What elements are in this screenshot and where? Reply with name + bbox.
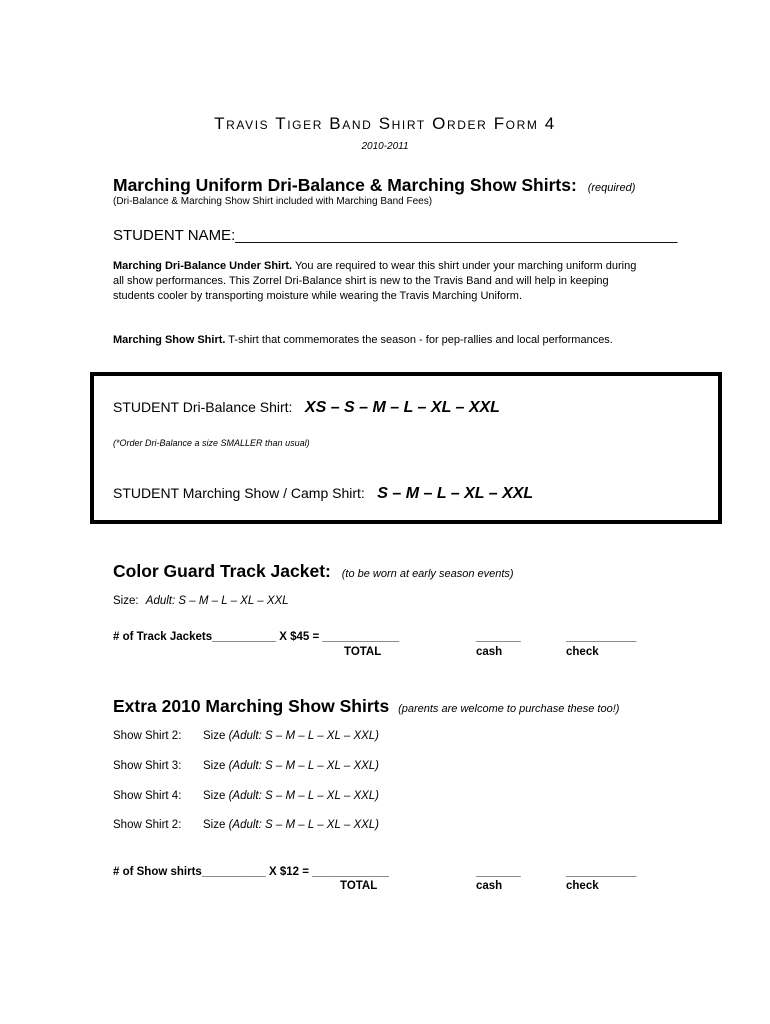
show-shirt-size-label: STUDENT Marching Show / Camp Shirt:	[113, 485, 365, 501]
dri-balance-size-label: STUDENT Dri-Balance Shirt:	[113, 399, 293, 415]
dri-balance-size-options[interactable]: XS – S – M – L – XL – XXL	[304, 399, 500, 416]
school-year: 2010-2011	[361, 141, 409, 152]
show-shirts-check-line[interactable]: ___________	[566, 866, 637, 878]
dri-balance-paragraph-text: You are required to wear this shirt under your marching uniform during all show performances. This Zorrel Dri-Balance shirt is new to the Travis Band and will help in keeping students cooler by transporting moisture while wearing the Travis Marching Uniform.	[113, 260, 637, 302]
track-jacket-heading	[113, 561, 514, 582]
form-title: Travis Tiger Band Shirt Order Form 4	[214, 114, 556, 133]
track-jacket-check-label: check	[566, 646, 599, 658]
student-name-label: STUDENT NAME:	[113, 227, 236, 244]
track-jacket-order-line[interactable]: # of Track Jackets__________ X $45 = ____________	[113, 631, 400, 643]
uniform-shirts-heading	[113, 175, 635, 196]
dri-balance-paragraph	[113, 259, 643, 304]
show-shirt-size-options[interactable]: S – M – L – XL – XXL	[377, 485, 534, 502]
show-shirt-size-options[interactable]: (Adult: S – M – L – XL – XXL)	[228, 760, 380, 772]
extra-show-shirts-heading	[113, 696, 619, 717]
show-shirt-size-options[interactable]: (Adult: S – M – L – XL – XXL)	[228, 790, 380, 802]
track-jacket-heading-text: Color Guard Track Jacket:	[113, 561, 331, 581]
show-shirt-paragraph-text: T-shirt that commemorates the season - for pep-rallies and local performances.	[225, 334, 613, 346]
extra-show-shirts-heading-text: Extra 2010 Marching Show Shirts	[113, 696, 390, 716]
show-shirt-size-prefix: Size	[203, 819, 229, 831]
track-jacket-size-row	[113, 595, 289, 607]
show-shirts-cash-line[interactable]: _______	[476, 866, 521, 878]
show-shirts-total-label: TOTAL	[340, 880, 378, 892]
track-jacket-cash-label: cash	[476, 646, 503, 658]
track-jacket-size-label: Size:	[113, 595, 139, 607]
track-jacket-size-options[interactable]: Adult: S – M – L – XL – XXL	[145, 595, 289, 607]
track-jacket-total-label: TOTAL	[344, 646, 382, 658]
student-name-line[interactable]: _____________________________________________________	[235, 227, 678, 244]
show-shirt-paragraph	[113, 333, 643, 348]
show-shirt-size-prefix: Size	[203, 730, 229, 742]
track-jacket-note: (to be worn at early season events)	[341, 568, 514, 580]
extra-show-shirts-note: (parents are welcome to purchase these too!)	[398, 703, 620, 715]
track-jacket-cash-line[interactable]: _______	[476, 631, 521, 643]
show-shirt-row	[113, 730, 379, 742]
uniform-shirts-heading-text: Marching Uniform Dri-Balance & Marching Show Shirts:	[113, 175, 577, 195]
show-shirt-size-options[interactable]: (Adult: S – M – L – XL – XXL)	[228, 819, 380, 831]
dri-balance-size-row	[113, 399, 500, 417]
show-shirt-label: Show Shirt 2:	[113, 819, 182, 831]
show-shirt-size-prefix: Size	[203, 790, 229, 802]
show-shirt-label: Show Shirt 4:	[113, 790, 182, 802]
dri-balance-paragraph-title: Marching Dri-Balance Under Shirt.	[113, 260, 293, 272]
show-shirts-cash-label: cash	[476, 880, 503, 892]
student-name-field[interactable]	[113, 227, 677, 244]
show-shirt-size-prefix: Size	[203, 760, 229, 772]
fees-note: (Dri-Balance & Marching Show Shirt included with Marching Band Fees)	[113, 196, 433, 207]
show-shirt-row	[113, 760, 379, 772]
show-shirt-size-row	[113, 485, 533, 503]
track-jacket-check-line[interactable]: ___________	[566, 631, 637, 643]
show-shirt-row	[113, 819, 379, 831]
show-shirt-paragraph-title: Marching Show Shirt.	[113, 334, 226, 346]
show-shirt-row	[113, 790, 379, 802]
show-shirts-check-label: check	[566, 880, 599, 892]
dri-balance-size-note: (*Order Dri-Balance a size SMALLER than usual)	[113, 438, 310, 448]
show-shirts-order-line[interactable]: # of Show shirts__________ X $12 = ____________	[113, 866, 389, 878]
show-shirt-label: Show Shirt 3:	[113, 760, 182, 772]
show-shirt-label: Show Shirt 2:	[113, 730, 182, 742]
required-note: (required)	[587, 182, 636, 194]
show-shirt-size-options[interactable]: (Adult: S – M – L – XL – XXL)	[228, 730, 380, 742]
